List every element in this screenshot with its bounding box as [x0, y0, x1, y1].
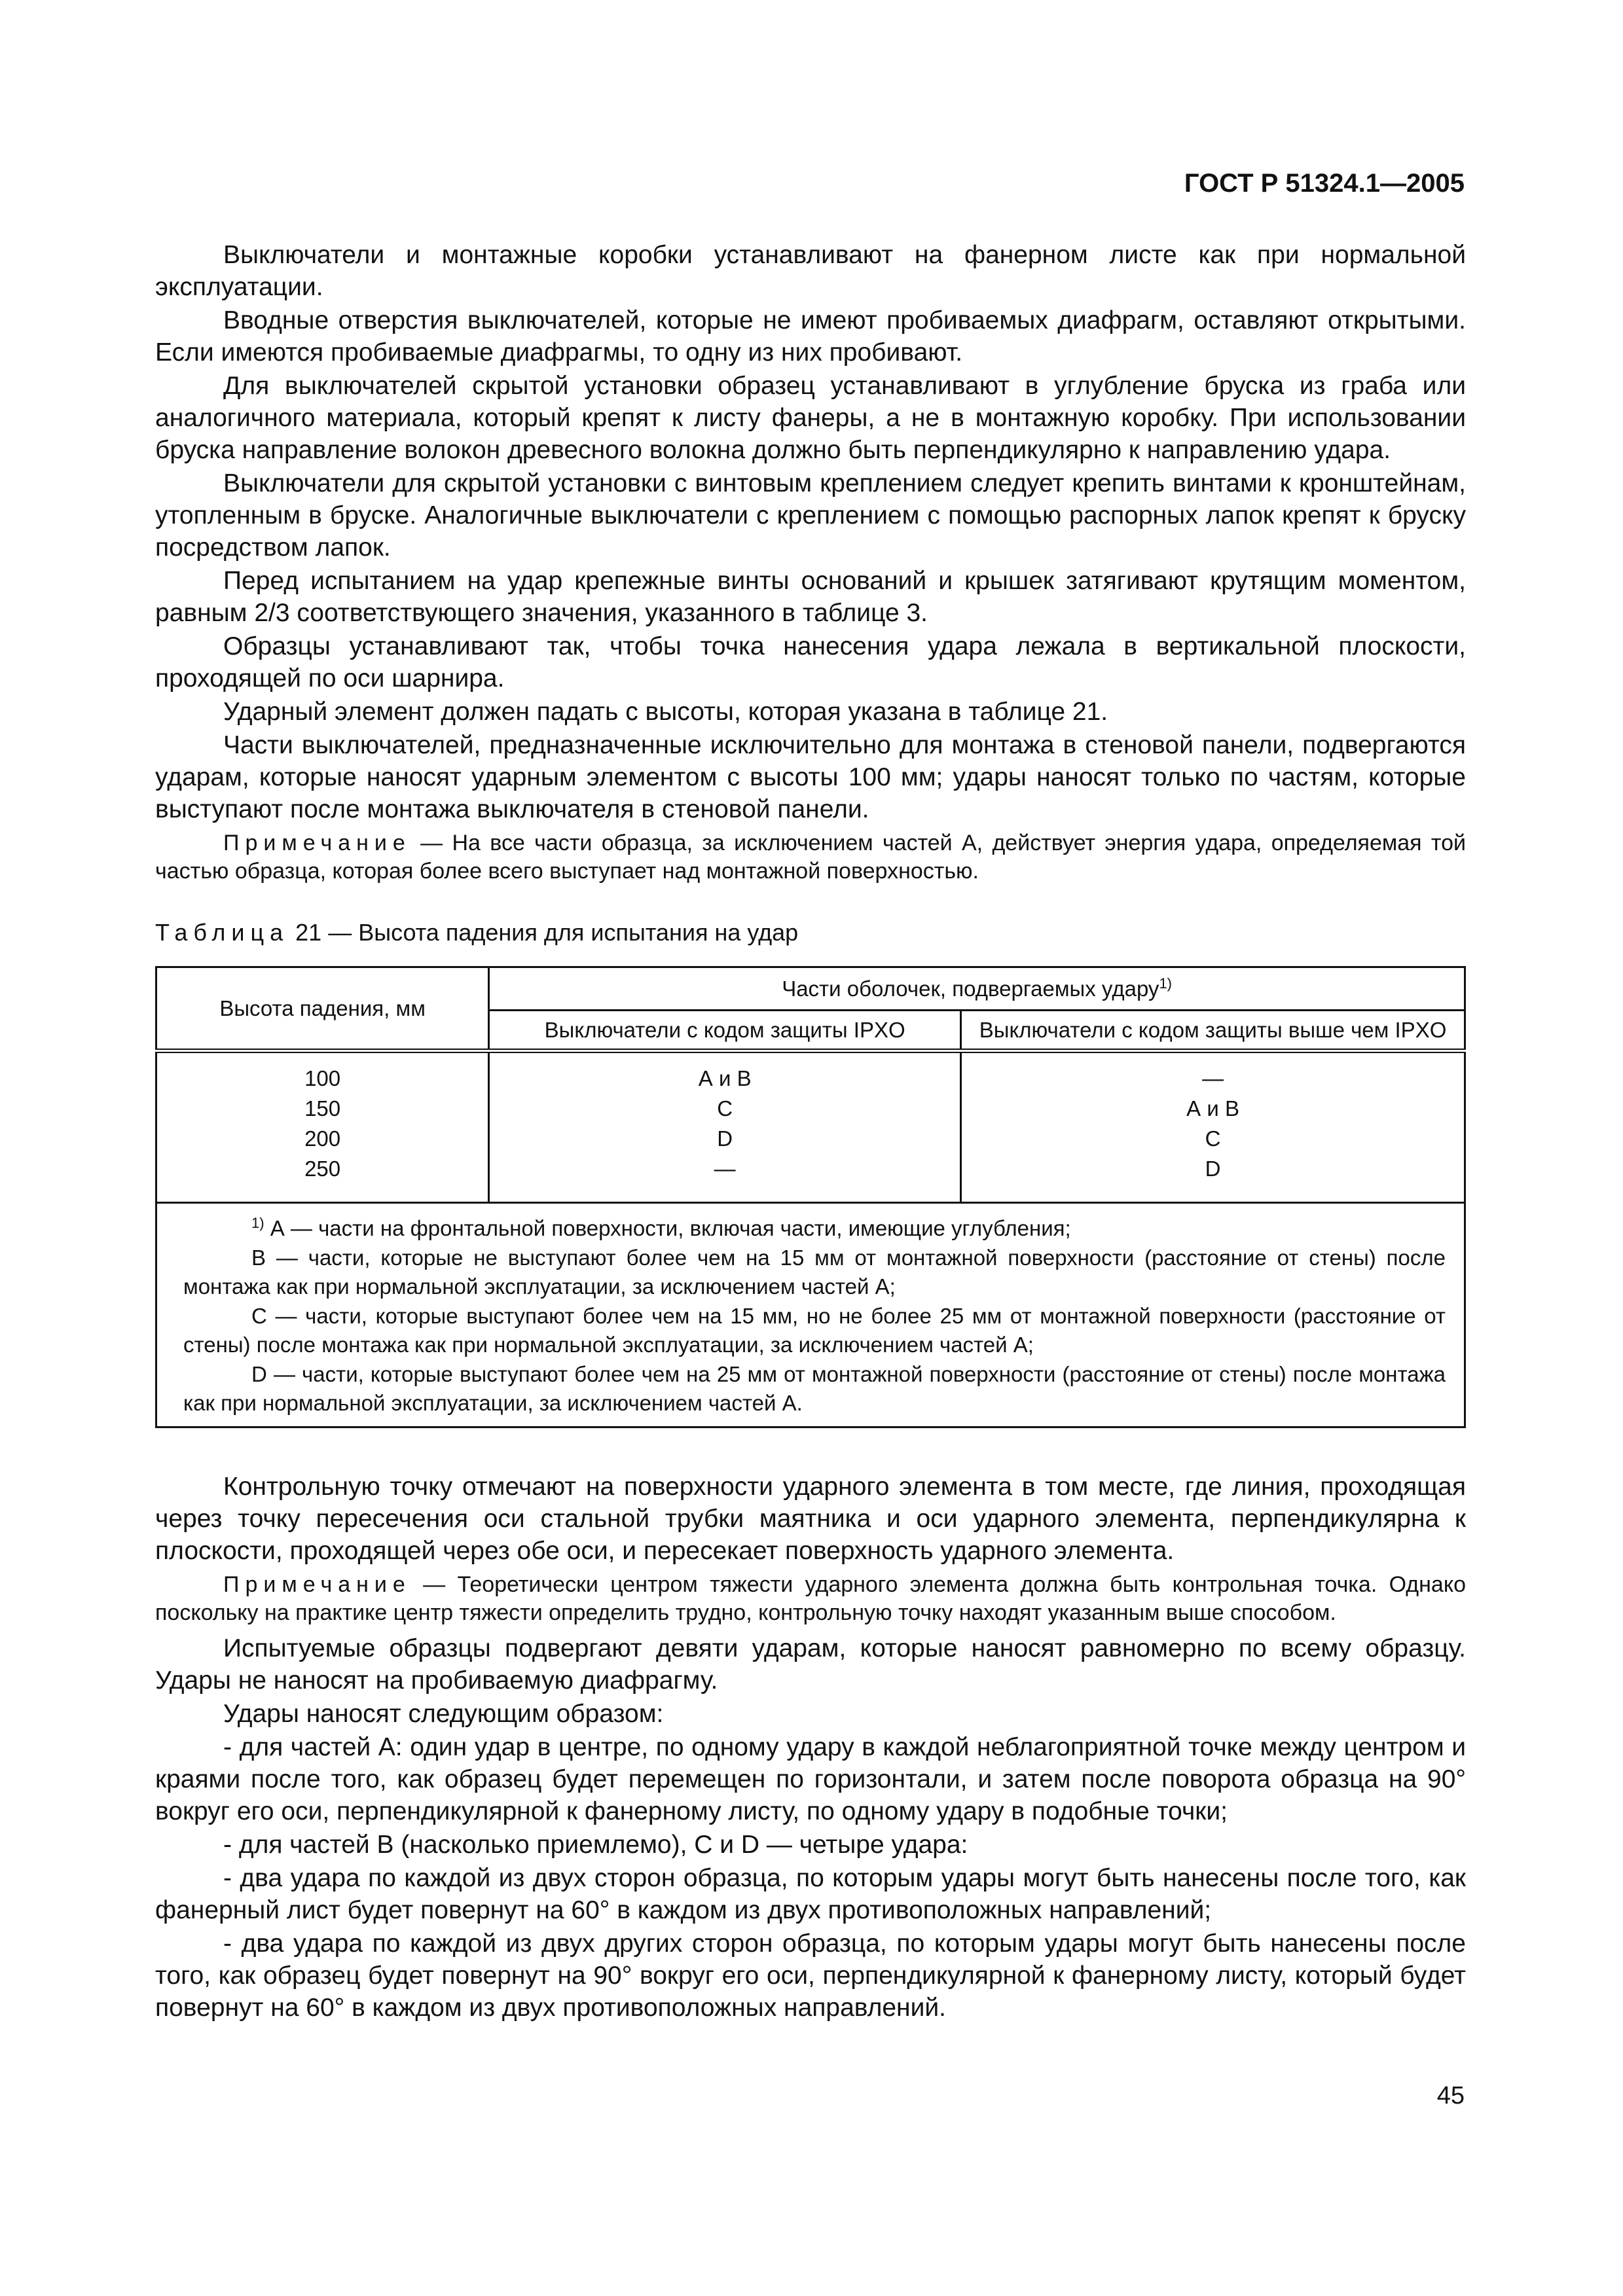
- table-cell: —: [1202, 1066, 1224, 1090]
- table-cell: А и В: [1186, 1096, 1239, 1121]
- header-above-ipxo: Выключатели с кодом защиты выше чем IPXO: [961, 1011, 1465, 1051]
- note: [155, 1571, 1466, 1627]
- paragraph: Испытуемые образцы подвергают девяти ударам, которые наносят равномерно по всему образцу. Удары не наносят на пробиваемую диафрагму.: [155, 1634, 1466, 1695]
- note-label: Примечание: [223, 831, 411, 855]
- header-drop-height: Высота падения, мм: [156, 967, 489, 1051]
- footnote-text: А — части на фронтальной поверхности, включая части, имеющие углубления;: [264, 1216, 1071, 1240]
- header-parts-group: [489, 967, 1465, 1011]
- footnote-line: D — части, которые выступают более чем на 25 мм от монтажной поверхности (расстояние от стены) после монтажа как при нормальной эксплуатации, за исключением частей А.: [183, 1361, 1446, 1415]
- note: [155, 829, 1466, 886]
- drop-height-values: [156, 1051, 489, 1203]
- table-cell: 200: [304, 1126, 341, 1151]
- footnote-marker: 1): [1159, 975, 1172, 992]
- page-number: 45: [1436, 2082, 1465, 2109]
- table-caption-text: 21 — Высота падения для испытания на удар: [289, 919, 799, 946]
- paragraph: Части выключателей, предназначенные исключительно для монтажа в стеновой панели, подвергаются ударам, которые наносят ударным элементом с высоты 100 мм; удары наносят только по частям, которые выступают после монтажа выключателя в стеновой панели.: [155, 731, 1466, 823]
- top-text-block: [155, 239, 1466, 886]
- paragraph: Для выключателей скрытой установки образец устанавливают в углубление бруска из граба или аналогичного материала, который крепят к листу фанеры, а не в монтажную коробку. При использовании бруска направление волокон древесного волокна должно быть перпендикулярно к направлению удара.: [155, 372, 1466, 464]
- table-cell: D: [1205, 1157, 1221, 1181]
- table-caption-label: Таблица: [155, 919, 289, 946]
- ipxo-values: [489, 1051, 961, 1203]
- footnote-line: [183, 1214, 1446, 1244]
- table-cell: 100: [304, 1066, 341, 1090]
- document-code-header: ГОСТ Р 51324.1—2005: [1184, 169, 1465, 198]
- paragraph: Образцы устанавливают так, чтобы точка нанесения удара лежала в вертикальной плоскости, проходящей по оси шарнира.: [155, 632, 1466, 692]
- paragraph: Перед испытанием на удар крепежные винты оснований и крышек затягивают крутящим моментом, равным 2/3 соответствующего значения, указанного в таблице 3.: [155, 567, 1466, 627]
- table-cell: А и В: [698, 1066, 752, 1090]
- list-item: - два удара по каждой из двух сторон образца, по которым удары могут быть нанесены после того, как фанерный лист будет повернут на 60° в каждом из двух противоположных направлений;: [155, 1864, 1466, 1924]
- table-footnote: [156, 1203, 1465, 1427]
- list-item: - для частей В (насколько приемлемо), С и D — четыре удара:: [223, 1831, 968, 1859]
- list-item: - два удара по каждой из двух других сторон образца, по которым удары могут быть нанесены после того, как образец будет повернут на 90° вокруг его оси, перпендикулярной к фанерному листу, который будет повернут на 60° в каждом из двух противоположных направлений.: [155, 1929, 1466, 2022]
- table-cell: D: [717, 1126, 733, 1151]
- paragraph: Ударный элемент должен падать с высоты, которая указана в таблице 21.: [223, 698, 1108, 726]
- bottom-text-block: [155, 1471, 1466, 2024]
- table-cell: С: [717, 1096, 733, 1121]
- drop-height-table: [155, 966, 1466, 1428]
- footnote-line: С — части, которые выступают более чем на 15 мм, но не более 25 мм от монтажной поверхности (расстояние от стены) после монтажа как при нормальной эксплуатации, за исключением частей А;: [183, 1303, 1446, 1357]
- table-cell: С: [1205, 1126, 1221, 1151]
- paragraph: Контрольную точку отмечают на поверхности ударного элемента в том месте, где линия, проходящая через точку пересечения оси стальной трубки маятника и оси ударного элемента, перпендикулярна к плоскости, проходящей через обе оси, и пересекает поверхность ударного элемента.: [155, 1473, 1466, 1565]
- note-text: — Теоретически центром тяжести ударного элемента должна быть контрольная точка. Однако поскольку на практике центр тяжести определить трудно, контрольную точку находят указанным выше способом.: [155, 1572, 1466, 1625]
- note-text: — На все части образца, за исключением частей А, действует энергия удара, определяемая той частью образца, которая более всего выступает над монтажной поверхностью.: [155, 831, 1466, 884]
- table-caption: [155, 919, 798, 946]
- table-cell: 250: [304, 1157, 341, 1181]
- table-cell: —: [714, 1157, 736, 1181]
- above-ipxo-values: [961, 1051, 1465, 1203]
- paragraph: Удары наносят следующим образом:: [223, 1700, 664, 1728]
- header-parts-group-text: Части оболочек, подвергаемых удару: [782, 976, 1159, 1001]
- list-item: - для частей А: один удар в центре, по одному удару в каждой неблагоприятной точке между центром и краями после того, как образец будет перемещен по горизонтали, и затем после поворота образца на 90° вокруг его оси, перпендикулярной к фанерному листу, по одному удару в подобные точки;: [155, 1733, 1466, 1825]
- header-ipxo: Выключатели с кодом защиты IPXO: [489, 1011, 961, 1051]
- paragraph: Вводные отверстия выключателей, которые не имеют пробиваемых диафрагм, оставляют открытыми. Если имеются пробиваемые диафрагмы, то одну из них пробивают.: [155, 306, 1466, 367]
- table-cell: 150: [304, 1096, 341, 1121]
- footnote-marker: 1): [251, 1215, 264, 1231]
- footnote-line: В — части, которые не выступают более чем на 15 мм от монтажной поверхности (расстояние от стены) после монтажа как при нормальной эксплуатации, за исключением частей А;: [183, 1245, 1446, 1299]
- paragraph: Выключатели и монтажные коробки устанавливают на фанерном листе как при нормальной эксплуатации.: [155, 241, 1466, 301]
- note-label: Примечание: [223, 1572, 411, 1597]
- paragraph: Выключатели для скрытой установки с винтовым креплением следует крепить винтами к кронштейнам, утопленным в бруске. Аналогичные выключатели с креплением с помощью распорных лапок крепят к бруску посредством лапок.: [155, 469, 1466, 562]
